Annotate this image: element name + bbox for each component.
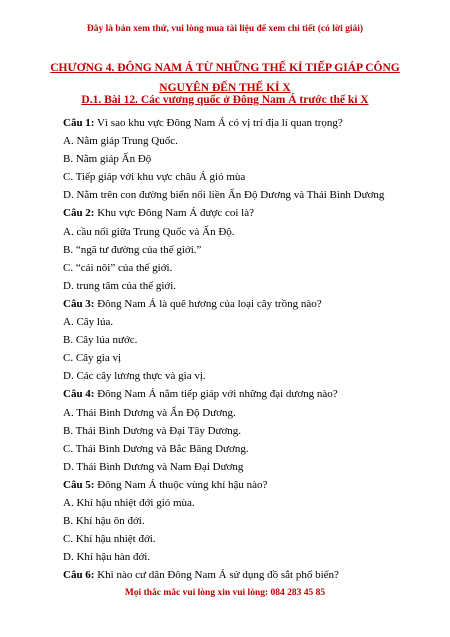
answer-option: A. Khí hậu nhiệt đới gió mùa. bbox=[63, 496, 195, 509]
question-label: Câu 3: bbox=[63, 297, 95, 310]
question-text: Đông Nam Á thuộc vùng khí hậu nào? bbox=[94, 478, 268, 491]
question-text: Vì sao khu vực Đông Nam Á có vị trí địa lí quan trọng? bbox=[94, 117, 343, 129]
answer-option: A. Nằm giáp Trung Quốc. bbox=[63, 135, 178, 148]
question-text: Khu vực Đông Nam Á được coi là? bbox=[94, 207, 254, 220]
question-label: Câu 2: bbox=[63, 207, 95, 220]
answer-option: A. Cây lúa. bbox=[63, 316, 114, 329]
lesson-title: D.1. Bài 12. Các vương quốc ở Đông Nam Á trước thế kỉ X bbox=[81, 94, 369, 106]
question-1 bbox=[63, 114, 423, 132]
preview-banner: Đây là bản xem thử, vui lòng mua tài liệu để xem chi tiết (có lời giải) bbox=[86, 24, 364, 34]
question-6 bbox=[63, 566, 423, 584]
question-label: Câu 1: bbox=[63, 117, 95, 129]
question-list bbox=[63, 114, 423, 584]
chapter-title-line-1: CHƯƠNG 4. ĐÔNG NAM Á TỪ NHỮNG THẾ KỈ TIẾP GIÁP CÔNG bbox=[50, 62, 400, 74]
question-text: Đông Nam Á nằm tiếp giáp với những đại dương nào? bbox=[94, 388, 338, 401]
answer-option: C. Tiếp giáp với khu vực châu Á gió mùa bbox=[63, 171, 246, 184]
answer-option: B. Khí hậu ôn đới. bbox=[63, 515, 145, 528]
chapter-title-line-2: NGUYÊN ĐẾN THẾ KỈ X bbox=[159, 82, 291, 94]
answer-option: A. Thái Bình Dương và Ấn Độ Dương. bbox=[63, 406, 236, 419]
answer-option: D. Các cây lương thực và gia vị. bbox=[63, 370, 206, 383]
answer-option: B. Cây lúa nước. bbox=[63, 334, 138, 347]
question-text: Đông Nam Á là quê hương của loại cây trồng nào? bbox=[94, 297, 322, 310]
answer-option: C. Khí hậu nhiệt đới. bbox=[63, 533, 156, 546]
question-label: Câu 4: bbox=[63, 388, 95, 401]
question-5 bbox=[63, 476, 423, 494]
question-text: Khi nào cư dân Đông Nam Á sử dụng đồ sắt phổ biến? bbox=[94, 569, 339, 582]
question-2 bbox=[63, 204, 423, 222]
answer-option: D. Khí hậu hàn đới. bbox=[63, 551, 151, 564]
contact-footer: Mọi thắc mắc vui lòng xin vui lòng: 084 283 45 85 bbox=[124, 588, 326, 598]
answer-option: C. Thái Bình Dương và Bắc Băng Dương. bbox=[63, 442, 249, 455]
answer-option: D. trung tâm của thế giới. bbox=[63, 279, 177, 292]
answer-option: B. “ngã tư đường của thế giới.” bbox=[63, 243, 202, 256]
question-3 bbox=[63, 295, 423, 313]
answer-option: B. Nằm giáp Ấn Độ bbox=[63, 153, 152, 166]
answer-option: D. Thái Bình Dương và Nam Đại Dương bbox=[63, 460, 244, 473]
question-label: Câu 5: bbox=[63, 478, 95, 491]
answer-option: A. cầu nối giữa Trung Quốc và Ấn Độ. bbox=[63, 225, 235, 238]
question-label: Câu 6: bbox=[63, 569, 95, 582]
answer-option: D. Nằm trên con đường biển nối liền Ấn Độ Dương và Thái Bình Dương bbox=[63, 189, 385, 202]
answer-option: C. Cây gia vị bbox=[63, 352, 122, 365]
answer-option: C. “cái nôi” của thế giới. bbox=[63, 261, 173, 274]
answer-option: B. Thái Bình Dương và Đại Tây Dương. bbox=[63, 424, 242, 437]
chapter-title bbox=[40, 58, 410, 98]
question-4 bbox=[63, 385, 423, 403]
